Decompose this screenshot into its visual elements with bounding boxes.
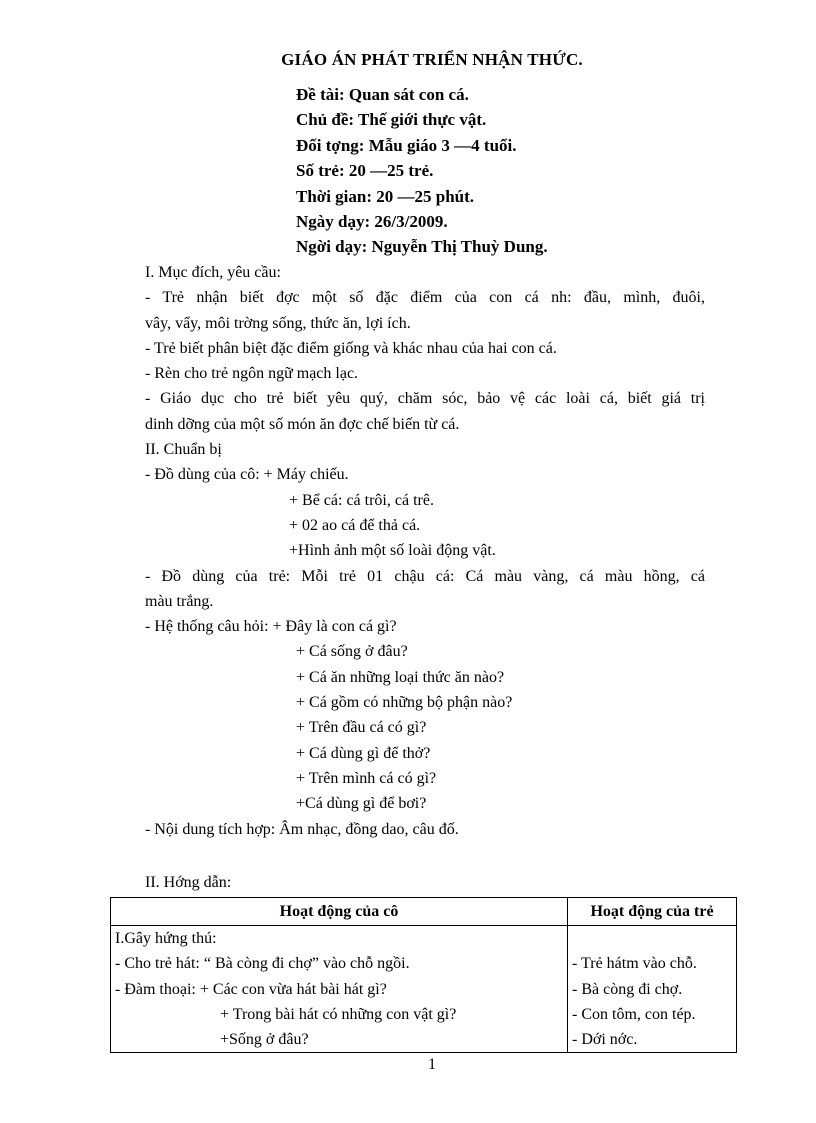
prep-line: +Hình ảnh một số loài động vật. — [289, 542, 496, 560]
child-activity-cell — [568, 926, 737, 1053]
prep-line: - Đồ dùng của trẻ: Mỗi trẻ 01 chậu cá: Cá màu vàng, cá màu hồng, cá — [145, 567, 705, 585]
teacher-line: - Đàm thoại: + Các con vừa hát bài hát gì? — [115, 980, 387, 998]
table-row — [111, 926, 737, 1053]
meta-duration: Thời gian: 20 —25 phút. — [296, 186, 475, 206]
integration-line: - Nội dung tích hợp: Âm nhạc, đồng dao, câu đố. — [145, 820, 459, 838]
document-title: GIÁO ÁN PHÁT TRIỂN NHẬN THỨC. — [281, 50, 583, 69]
question-line: + Cá sống ở đâu? — [296, 643, 408, 661]
objective-line: dinh dỡng của một số món ăn đợc chế biến từ cá. — [145, 415, 460, 433]
child-line: - Trẻ hátm vào chỗ. — [572, 955, 697, 973]
question-line: - Hệ thống câu hỏi: + Đây là con cá gì? — [145, 618, 397, 636]
teacher-activity-cell — [111, 926, 568, 1053]
guide-heading: II. Hớng dẫn: — [145, 874, 232, 891]
prep-line: + Bể cá: cá trôi, cá trê. — [289, 491, 434, 509]
objective-line: vây, vẩy, môi trờng sống, thức ăn, lợi ích. — [145, 314, 411, 332]
question-line: + Cá gồm có những bộ phận nào? — [296, 694, 513, 712]
objective-line: - Rèn cho trẻ ngôn ngữ mạch lạc. — [145, 365, 359, 383]
teacher-line: I.Gây hứng thú: — [115, 930, 217, 947]
objective-line: - Trẻ nhận biết đợc một số đặc điểm của con cá nh: đầu, mình, đuôi, — [145, 289, 705, 307]
child-line: - Dới nớc. — [572, 1031, 638, 1049]
meta-teacher: Ngời dạy: Nguyễn Thị Thuỳ Dung. — [296, 237, 548, 257]
question-line: + Trên mình cá có gì? — [296, 769, 437, 787]
activity-table — [110, 897, 737, 1053]
question-line: + Trên đầu cá có gì? — [296, 719, 427, 737]
meta-theme: Chủ đề: Thế giới thực vật. — [296, 110, 487, 130]
child-line: - Bà còng đi chợ. — [572, 980, 683, 998]
prep-line: - Đồ dùng của cô: + Máy chiếu. — [145, 466, 349, 484]
prep-line: + 02 ao cá để thả cá. — [289, 516, 421, 534]
section-objectives-heading: I. Mục đích, yêu cầu: — [145, 264, 281, 281]
teacher-activity-header: Hoạt động của cô — [111, 898, 568, 926]
meta-topic: Đề tài: Quan sát con cá. — [296, 85, 469, 104]
meta-audience: Đối tợng: Mẫu giáo 3 —4 tuổi. — [296, 135, 517, 155]
teacher-line: +Sống ở đâu? — [220, 1031, 309, 1049]
lesson-body — [145, 260, 705, 842]
child-line: - Con tôm, con tép. — [572, 1005, 696, 1023]
objective-line: - Giáo dục cho trẻ biết yêu quý, chăm sóc, bảo vệ các loài cá, biết giá trị — [145, 390, 705, 408]
table-header-row — [111, 898, 737, 926]
child-activity-header: Hoạt động của trẻ — [568, 898, 737, 926]
meta-date: Ngày dạy: 26/3/2009. — [296, 211, 448, 231]
question-line: +Cá dùng gì để bơi? — [296, 795, 427, 813]
objective-line: - Trẻ biết phân biệt đặc điểm giống và khác nhau của hai con cá. — [145, 339, 557, 357]
prep-line: màu trắng. — [145, 592, 214, 610]
lesson-meta — [296, 82, 548, 260]
meta-children-count: Số trẻ: 20 —25 trẻ. — [296, 161, 434, 181]
teacher-line: - Cho trẻ hát: “ Bà còng đi chợ” vào chỗ ngồi. — [115, 955, 410, 973]
question-line: + Cá ăn những loại thức ăn nào? — [296, 668, 505, 686]
teacher-line: + Trong bài hát có những con vật gì? — [220, 1005, 457, 1023]
page-number: 1 — [428, 1056, 436, 1073]
section-preparation-heading: II. Chuẩn bị — [145, 441, 222, 459]
question-line: + Cá dùng gì để thở? — [296, 744, 431, 762]
child-line — [572, 926, 732, 951]
